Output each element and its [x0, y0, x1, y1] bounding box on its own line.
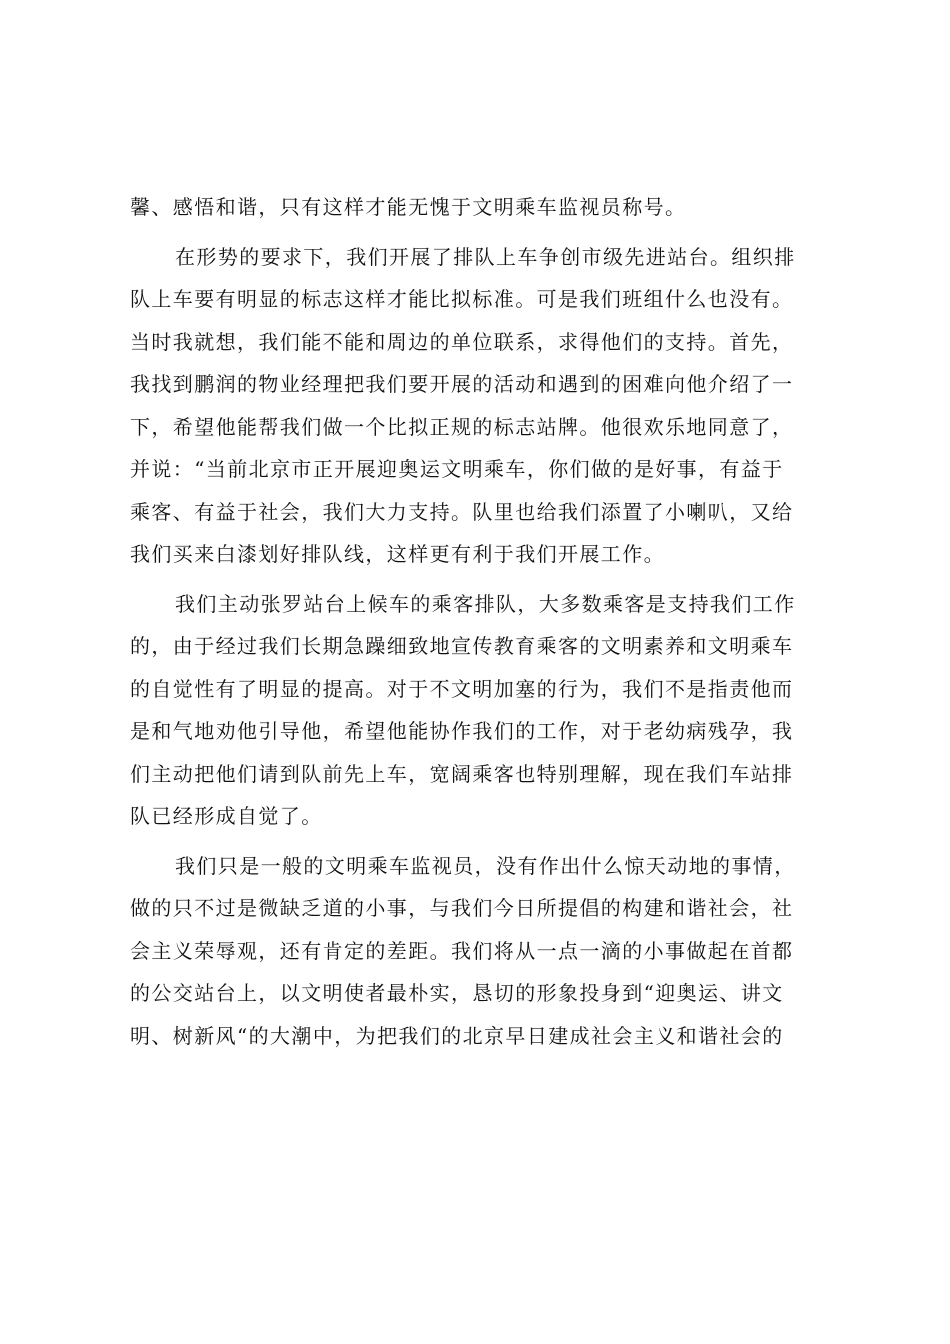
text-line: 队已经形成自觉了。	[130, 804, 323, 828]
text-line: 的公交站台上，以文明使者最朴实，恳切的形象投身到“迎奥运、讲文	[130, 981, 784, 1005]
text-line: 我们主动张罗站台上候车的乘客排队，大多数乘客是支持我们工作	[175, 591, 796, 616]
text-line: 并说：“当前北京市正开展迎奥运文明乘车，你们做的是好事，有益于	[130, 457, 784, 481]
text-line: 我找到鹏润的物业经理把我们要开展的活动和遇到的困难向他介绍了一	[130, 372, 794, 396]
paragraph-4	[130, 845, 830, 1058]
paragraph-2	[130, 236, 830, 576]
text-line: 的自觉性有了明显的提高。对于不文明加塞的行为，我们不是指责他而	[130, 676, 794, 701]
document-body	[130, 186, 830, 1057]
text-line: 是和气地劝他引导他，希望他能协作我们的工作，对于老幼病残孕，我	[130, 719, 794, 743]
text-line: 下，希望他能帮我们做一个比拟正规的标志站牌。他很欢乐地同意了，	[130, 414, 794, 439]
paragraph-3	[130, 583, 830, 838]
text-line: 乘客、有益于社会，我们大力支持。队里也给我们添置了小喇叭，又给	[130, 499, 794, 524]
text-line: 会主义荣辱观，还有肯定的差距。我们将从一点一滴的小事做起在首都	[130, 938, 794, 963]
text-line: 我们买来白漆划好排队线，这样更有利于我们开展工作。	[130, 542, 665, 566]
text-line: 我们只是一般的文明乘车监视员，没有作出什么惊天动地的事情，	[175, 853, 796, 878]
text-line: 馨、感悟和谐，只有这样才能无愧于文明乘车监视员称号。	[130, 195, 687, 219]
text-line: 在形势的要求下，我们开展了排队上车争创市级先进站台。组织排	[175, 244, 796, 269]
paragraph-1	[130, 186, 830, 229]
text-line: 队上车要有明显的标志这样才能比拟标准。可是我们班组什么也没有。	[130, 287, 794, 311]
text-line: 的，由于经过我们长期急躁细致地宣传教育乘客的文明素养和文明乘车	[130, 634, 794, 658]
text-line: 做的只不过是微缺乏道的小事，与我们今日所提倡的构建和谐社会，社	[130, 896, 794, 920]
text-line: 当时我就想，我们能不能和周边的单位联系，求得他们的支持。首先，	[130, 329, 794, 354]
text-line: 明、树新风“的大潮中，为把我们的北京早日建成社会主义和谐社会的	[130, 1023, 784, 1048]
text-line: 们主动把他们请到队前先上车，宽阔乘客也特别理解，现在我们车站排	[130, 761, 794, 786]
